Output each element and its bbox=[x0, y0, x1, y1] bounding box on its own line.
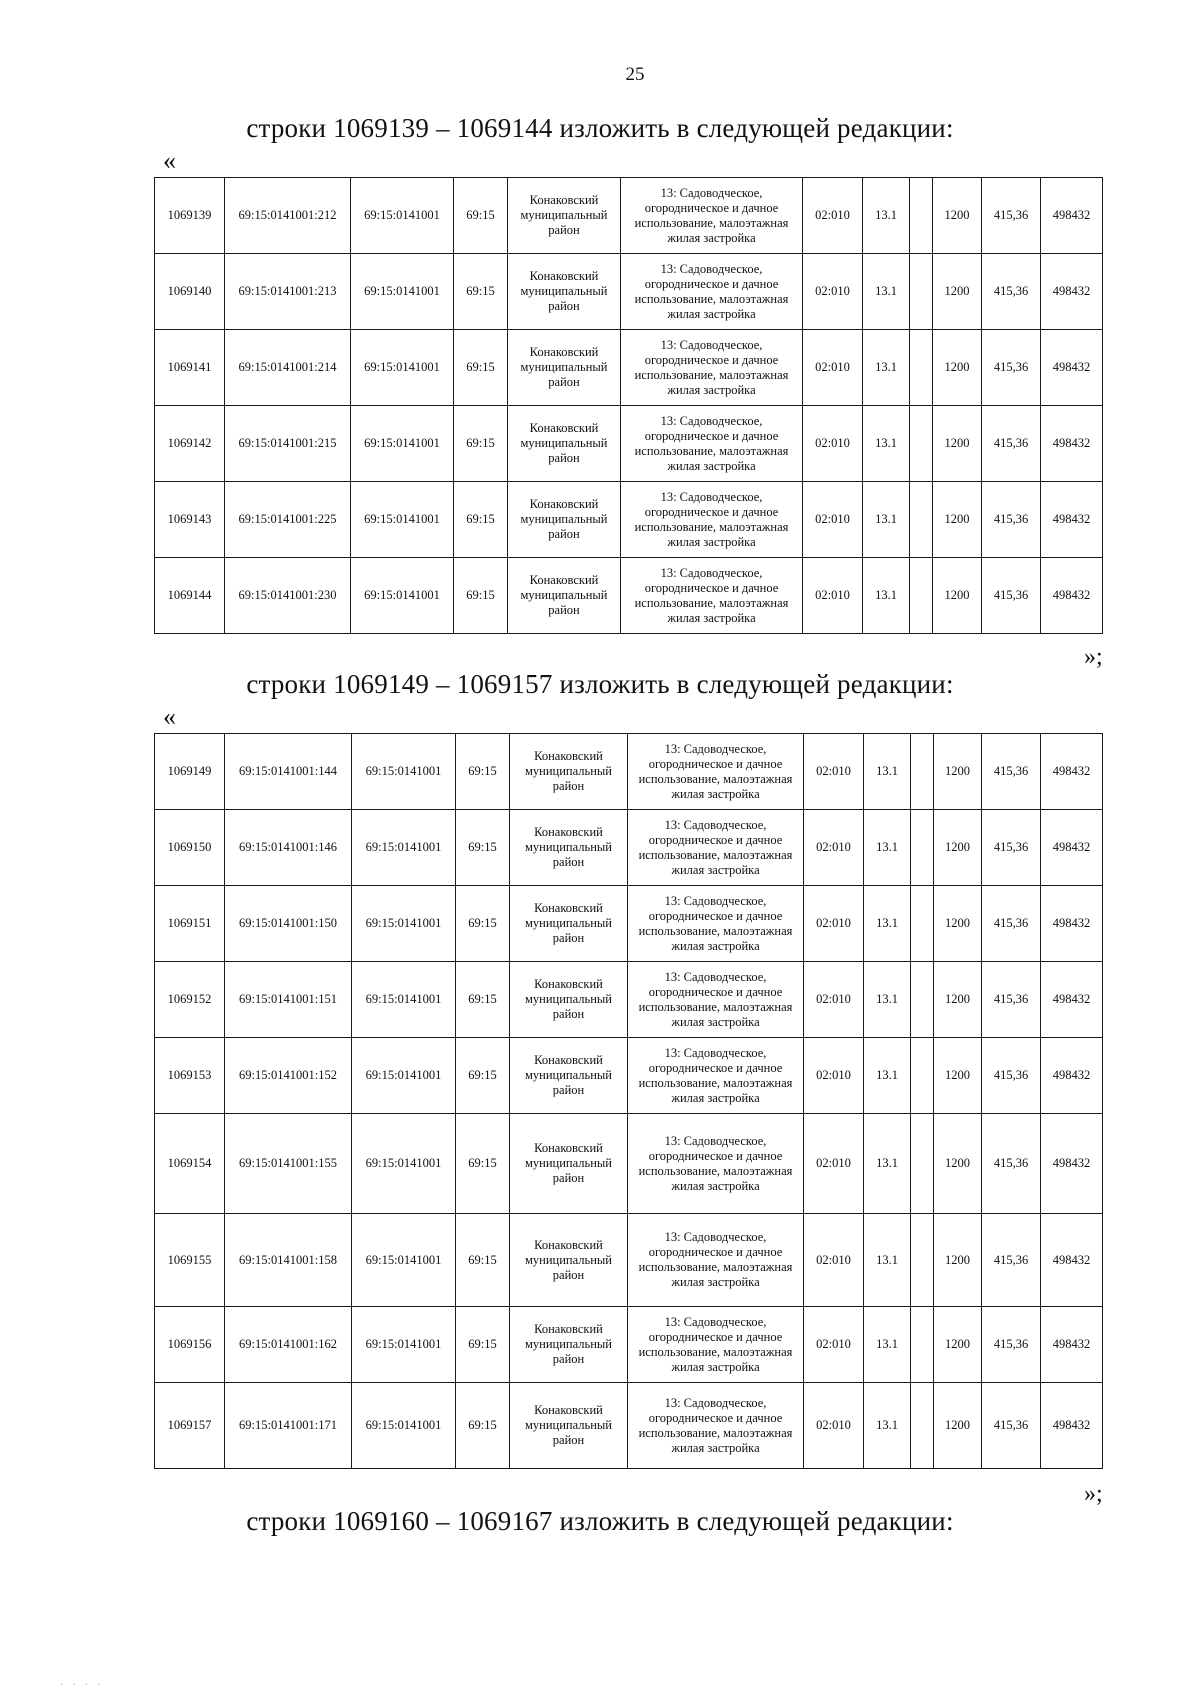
cell-empty bbox=[910, 406, 933, 482]
cell-municipality: Конаковский муниципальный район bbox=[508, 178, 621, 254]
table-row bbox=[155, 1038, 1103, 1114]
cell-id: 1069144 bbox=[155, 558, 225, 634]
data-table bbox=[154, 177, 1103, 634]
cell-empty bbox=[911, 734, 934, 810]
cell-municipality: Конаковский муниципальный район bbox=[510, 734, 628, 810]
table-row bbox=[155, 1214, 1103, 1307]
cell-value: 498432 bbox=[1041, 1214, 1103, 1307]
cell-empty bbox=[910, 558, 933, 634]
cell-quarter: 69:15:0141001 bbox=[352, 1114, 456, 1214]
cell-district-code: 69:15 bbox=[456, 1114, 510, 1214]
cell-area: 1200 bbox=[933, 482, 982, 558]
cell-empty bbox=[911, 886, 934, 962]
cell-id: 1069152 bbox=[155, 962, 225, 1038]
close-quote: »; bbox=[1084, 1481, 1103, 1507]
cell-code: 13.1 bbox=[864, 810, 911, 886]
cell-municipality: Конаковский муниципальный район bbox=[510, 1383, 628, 1469]
cell-municipality: Конаковский муниципальный район bbox=[510, 962, 628, 1038]
cell-value: 498432 bbox=[1041, 254, 1103, 330]
cell-id: 1069153 bbox=[155, 1038, 225, 1114]
cell-code: 13.1 bbox=[863, 406, 910, 482]
cell-value: 498432 bbox=[1041, 1307, 1103, 1383]
cell-code: 13.1 bbox=[864, 1114, 911, 1214]
cell-land-use: 13: Садоводческое, огородническое и дачное использование, малоэтажная жилая застройка bbox=[628, 734, 804, 810]
cell-district-code: 69:15 bbox=[456, 1383, 510, 1469]
cell-value: 498432 bbox=[1041, 886, 1103, 962]
cell-land-use: 13: Садоводческое, огородническое и дачное использование, малоэтажная жилая застройка bbox=[628, 1307, 804, 1383]
cell-quarter: 69:15:0141001 bbox=[351, 406, 454, 482]
cell-district-code: 69:15 bbox=[454, 558, 508, 634]
cell-municipality: Конаковский муниципальный район bbox=[510, 1214, 628, 1307]
cell-district-code: 69:15 bbox=[454, 330, 508, 406]
cell-land-use: 13: Садоводческое, огородническое и дачное использование, малоэтажная жилая застройка bbox=[621, 558, 803, 634]
cell-land-use: 13: Садоводческое, огородническое и дачное использование, малоэтажная жилая застройка bbox=[621, 406, 803, 482]
cell-municipality: Конаковский муниципальный район bbox=[508, 558, 621, 634]
cell-empty bbox=[911, 1383, 934, 1469]
table-row bbox=[155, 810, 1103, 886]
cell-municipality: Конаковский муниципальный район bbox=[508, 482, 621, 558]
cell-area: 1200 bbox=[933, 406, 982, 482]
cell-specific-value: 415,36 bbox=[982, 558, 1041, 634]
cell-empty bbox=[910, 482, 933, 558]
cell-id: 1069155 bbox=[155, 1214, 225, 1307]
cell-group: 02:010 bbox=[804, 1383, 864, 1469]
cell-value: 498432 bbox=[1041, 482, 1103, 558]
cell-specific-value: 415,36 bbox=[982, 1383, 1041, 1469]
cell-area: 1200 bbox=[934, 1038, 982, 1114]
cell-area: 1200 bbox=[933, 178, 982, 254]
cell-area: 1200 bbox=[934, 1114, 982, 1214]
cell-quarter: 69:15:0141001 bbox=[351, 178, 454, 254]
cell-district-code: 69:15 bbox=[454, 406, 508, 482]
cell-municipality: Конаковский муниципальный район bbox=[510, 886, 628, 962]
cell-quarter: 69:15:0141001 bbox=[351, 254, 454, 330]
table-row bbox=[155, 558, 1103, 634]
cell-value: 498432 bbox=[1041, 406, 1103, 482]
cell-code: 13.1 bbox=[864, 886, 911, 962]
cell-municipality: Конаковский муниципальный район bbox=[510, 1114, 628, 1214]
cell-code: 13.1 bbox=[863, 330, 910, 406]
scan-noise: · · · · bbox=[60, 1680, 104, 1691]
cell-code: 13.1 bbox=[864, 1038, 911, 1114]
cell-specific-value: 415,36 bbox=[982, 178, 1041, 254]
cell-group: 02:010 bbox=[804, 886, 864, 962]
cell-area: 1200 bbox=[934, 1383, 982, 1469]
cell-code: 13.1 bbox=[863, 178, 910, 254]
open-quote: « bbox=[163, 702, 176, 731]
cell-quarter: 69:15:0141001 bbox=[352, 1307, 456, 1383]
cell-district-code: 69:15 bbox=[456, 962, 510, 1038]
cell-cadastral: 69:15:0141001:155 bbox=[225, 1114, 352, 1214]
cell-id: 1069154 bbox=[155, 1114, 225, 1214]
cell-group: 02:010 bbox=[803, 558, 863, 634]
close-quote: »; bbox=[1084, 644, 1103, 670]
cell-code: 13.1 bbox=[863, 254, 910, 330]
cell-cadastral: 69:15:0141001:144 bbox=[225, 734, 352, 810]
cell-id: 1069141 bbox=[155, 330, 225, 406]
section-heading: строки 1069160 – 1069167 изложить в следующей редакции: bbox=[246, 1506, 954, 1536]
cell-quarter: 69:15:0141001 bbox=[352, 886, 456, 962]
cell-land-use: 13: Садоводческое, огородническое и дачное использование, малоэтажная жилая застройка bbox=[621, 482, 803, 558]
cell-value: 498432 bbox=[1041, 962, 1103, 1038]
cell-code: 13.1 bbox=[864, 1214, 911, 1307]
cell-municipality: Конаковский муниципальный район bbox=[508, 406, 621, 482]
cell-area: 1200 bbox=[934, 810, 982, 886]
cell-land-use: 13: Садоводческое, огородническое и дачное использование, малоэтажная жилая застройка bbox=[628, 886, 804, 962]
cell-specific-value: 415,36 bbox=[982, 1214, 1041, 1307]
cell-value: 498432 bbox=[1041, 330, 1103, 406]
cell-id: 1069149 bbox=[155, 734, 225, 810]
cell-quarter: 69:15:0141001 bbox=[352, 1214, 456, 1307]
cell-specific-value: 415,36 bbox=[982, 330, 1041, 406]
table-row bbox=[155, 1114, 1103, 1214]
cell-group: 02:010 bbox=[804, 1114, 864, 1214]
cell-area: 1200 bbox=[933, 558, 982, 634]
cell-id: 1069151 bbox=[155, 886, 225, 962]
cell-empty bbox=[911, 962, 934, 1038]
cell-empty bbox=[910, 330, 933, 406]
cell-group: 02:010 bbox=[804, 962, 864, 1038]
table-row bbox=[155, 886, 1103, 962]
table-row bbox=[155, 1307, 1103, 1383]
cell-district-code: 69:15 bbox=[456, 886, 510, 962]
cell-group: 02:010 bbox=[803, 330, 863, 406]
table-row bbox=[155, 734, 1103, 810]
cell-cadastral: 69:15:0141001:151 bbox=[225, 962, 352, 1038]
cell-land-use: 13: Садоводческое, огородническое и дачное использование, малоэтажная жилая застройка bbox=[621, 330, 803, 406]
cell-quarter: 69:15:0141001 bbox=[352, 810, 456, 886]
cell-id: 1069140 bbox=[155, 254, 225, 330]
cell-district-code: 69:15 bbox=[456, 734, 510, 810]
table-row bbox=[155, 1383, 1103, 1469]
cell-group: 02:010 bbox=[803, 178, 863, 254]
cell-group: 02:010 bbox=[804, 1214, 864, 1307]
cell-group: 02:010 bbox=[803, 482, 863, 558]
cell-cadastral: 69:15:0141001:150 bbox=[225, 886, 352, 962]
table-row bbox=[155, 962, 1103, 1038]
cell-group: 02:010 bbox=[803, 406, 863, 482]
cell-value: 498432 bbox=[1041, 178, 1103, 254]
cell-code: 13.1 bbox=[863, 482, 910, 558]
cell-specific-value: 415,36 bbox=[982, 254, 1041, 330]
cell-cadastral: 69:15:0141001:171 bbox=[225, 1383, 352, 1469]
cell-area: 1200 bbox=[934, 962, 982, 1038]
cell-area: 1200 bbox=[934, 886, 982, 962]
cell-id: 1069139 bbox=[155, 178, 225, 254]
cell-cadastral: 69:15:0141001:213 bbox=[225, 254, 351, 330]
cell-group: 02:010 bbox=[804, 734, 864, 810]
table-row bbox=[155, 482, 1103, 558]
cell-id: 1069156 bbox=[155, 1307, 225, 1383]
cell-group: 02:010 bbox=[804, 1038, 864, 1114]
cell-cadastral: 69:15:0141001:230 bbox=[225, 558, 351, 634]
cell-area: 1200 bbox=[934, 734, 982, 810]
cell-empty bbox=[910, 254, 933, 330]
cell-code: 13.1 bbox=[864, 962, 911, 1038]
cell-district-code: 69:15 bbox=[456, 1307, 510, 1383]
cell-specific-value: 415,36 bbox=[982, 1114, 1041, 1214]
cell-district-code: 69:15 bbox=[454, 482, 508, 558]
cell-cadastral: 69:15:0141001:146 bbox=[225, 810, 352, 886]
cell-value: 498432 bbox=[1041, 1114, 1103, 1214]
cell-specific-value: 415,36 bbox=[982, 962, 1041, 1038]
cell-cadastral: 69:15:0141001:162 bbox=[225, 1307, 352, 1383]
cell-land-use: 13: Садоводческое, огородническое и дачное использование, малоэтажная жилая застройка bbox=[628, 810, 804, 886]
data-table bbox=[154, 733, 1103, 1469]
cell-code: 13.1 bbox=[864, 734, 911, 810]
cell-land-use: 13: Садоводческое, огородническое и дачное использование, малоэтажная жилая застройка bbox=[628, 1214, 804, 1307]
cell-specific-value: 415,36 bbox=[982, 482, 1041, 558]
cell-quarter: 69:15:0141001 bbox=[352, 962, 456, 1038]
cell-land-use: 13: Садоводческое, огородническое и дачное использование, малоэтажная жилая застройка bbox=[628, 1383, 804, 1469]
cell-land-use: 13: Садоводческое, огородническое и дачное использование, малоэтажная жилая застройка bbox=[628, 1114, 804, 1214]
cell-empty bbox=[911, 1038, 934, 1114]
cell-empty bbox=[911, 1114, 934, 1214]
cell-cadastral: 69:15:0141001:212 bbox=[225, 178, 351, 254]
cell-value: 498432 bbox=[1041, 734, 1103, 810]
cell-quarter: 69:15:0141001 bbox=[351, 482, 454, 558]
cell-empty bbox=[910, 178, 933, 254]
cell-code: 13.1 bbox=[864, 1307, 911, 1383]
page-number: 25 bbox=[625, 64, 645, 85]
cell-value: 498432 bbox=[1041, 1383, 1103, 1469]
cell-area: 1200 bbox=[933, 254, 982, 330]
cell-land-use: 13: Садоводческое, огородническое и дачное использование, малоэтажная жилая застройка bbox=[621, 254, 803, 330]
cell-district-code: 69:15 bbox=[456, 810, 510, 886]
cell-id: 1069143 bbox=[155, 482, 225, 558]
cell-area: 1200 bbox=[933, 330, 982, 406]
cell-cadastral: 69:15:0141001:152 bbox=[225, 1038, 352, 1114]
cell-empty bbox=[911, 1214, 934, 1307]
cell-id: 1069157 bbox=[155, 1383, 225, 1469]
cell-quarter: 69:15:0141001 bbox=[351, 558, 454, 634]
cell-municipality: Конаковский муниципальный район bbox=[510, 1038, 628, 1114]
cell-district-code: 69:15 bbox=[456, 1038, 510, 1114]
cell-district-code: 69:15 bbox=[456, 1214, 510, 1307]
cell-id: 1069142 bbox=[155, 406, 225, 482]
cell-district-code: 69:15 bbox=[454, 254, 508, 330]
cell-land-use: 13: Садоводческое, огородническое и дачное использование, малоэтажная жилая застройка bbox=[621, 178, 803, 254]
cell-municipality: Конаковский муниципальный район bbox=[508, 254, 621, 330]
cell-quarter: 69:15:0141001 bbox=[352, 1383, 456, 1469]
cell-specific-value: 415,36 bbox=[982, 406, 1041, 482]
cell-area: 1200 bbox=[934, 1307, 982, 1383]
cell-specific-value: 415,36 bbox=[982, 734, 1041, 810]
cell-empty bbox=[911, 810, 934, 886]
cell-cadastral: 69:15:0141001:215 bbox=[225, 406, 351, 482]
cell-area: 1200 bbox=[934, 1214, 982, 1307]
cell-quarter: 69:15:0141001 bbox=[351, 330, 454, 406]
table-row bbox=[155, 406, 1103, 482]
section-heading: строки 1069139 – 1069144 изложить в следующей редакции: bbox=[246, 113, 954, 143]
section-heading: строки 1069149 – 1069157 изложить в следующей редакции: bbox=[246, 669, 954, 699]
cell-municipality: Конаковский муниципальный район bbox=[510, 810, 628, 886]
cell-code: 13.1 bbox=[864, 1383, 911, 1469]
cell-code: 13.1 bbox=[863, 558, 910, 634]
cell-land-use: 13: Садоводческое, огородническое и дачное использование, малоэтажная жилая застройка bbox=[628, 1038, 804, 1114]
table-row bbox=[155, 254, 1103, 330]
table-row bbox=[155, 330, 1103, 406]
open-quote: « bbox=[163, 146, 176, 175]
cell-municipality: Конаковский муниципальный район bbox=[508, 330, 621, 406]
cell-district-code: 69:15 bbox=[454, 178, 508, 254]
cell-specific-value: 415,36 bbox=[982, 1307, 1041, 1383]
cell-specific-value: 415,36 bbox=[982, 886, 1041, 962]
cell-cadastral: 69:15:0141001:158 bbox=[225, 1214, 352, 1307]
cell-value: 498432 bbox=[1041, 558, 1103, 634]
cell-value: 498432 bbox=[1041, 1038, 1103, 1114]
cell-group: 02:010 bbox=[804, 810, 864, 886]
cell-group: 02:010 bbox=[804, 1307, 864, 1383]
cell-quarter: 69:15:0141001 bbox=[352, 734, 456, 810]
cell-specific-value: 415,36 bbox=[982, 810, 1041, 886]
cell-quarter: 69:15:0141001 bbox=[352, 1038, 456, 1114]
cell-land-use: 13: Садоводческое, огородническое и дачное использование, малоэтажная жилая застройка bbox=[628, 962, 804, 1038]
cell-cadastral: 69:15:0141001:225 bbox=[225, 482, 351, 558]
cell-cadastral: 69:15:0141001:214 bbox=[225, 330, 351, 406]
table-row bbox=[155, 178, 1103, 254]
cell-group: 02:010 bbox=[803, 254, 863, 330]
cell-empty bbox=[911, 1307, 934, 1383]
cell-id: 1069150 bbox=[155, 810, 225, 886]
cell-municipality: Конаковский муниципальный район bbox=[510, 1307, 628, 1383]
cell-value: 498432 bbox=[1041, 810, 1103, 886]
cell-specific-value: 415,36 bbox=[982, 1038, 1041, 1114]
